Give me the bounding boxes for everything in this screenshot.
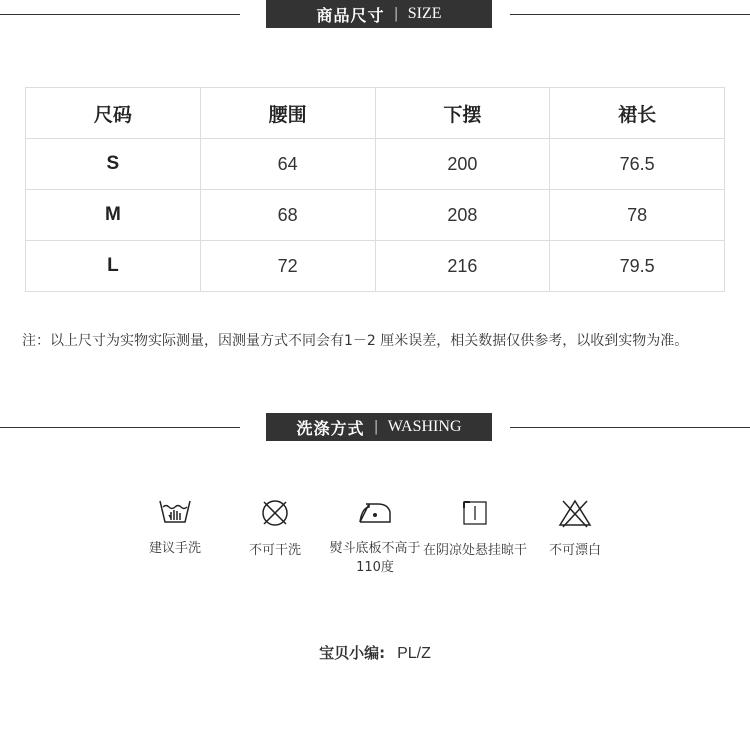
item-code — [0, 642, 750, 663]
hand-wash-icon — [158, 498, 192, 526]
column-header: 尺码 — [26, 88, 201, 139]
divider-line — [0, 427, 240, 428]
table-header-row — [26, 88, 725, 139]
size-cell: S — [26, 139, 201, 190]
column-header: 裙长 — [550, 88, 725, 139]
washing-label: 建议手洗 — [148, 541, 201, 556]
divider-line — [0, 14, 240, 15]
washing-item — [420, 498, 530, 560]
divider-line — [510, 14, 750, 15]
hem-cell: 208 — [375, 190, 550, 241]
washing-section-header — [0, 413, 750, 441]
item-code-value: PL/Z — [397, 645, 431, 662]
waist-cell: 68 — [200, 190, 375, 241]
length-cell: 78 — [550, 190, 725, 241]
size-cell: M — [26, 190, 201, 241]
shade-hang-dry-icon — [460, 498, 490, 528]
table-row — [26, 190, 725, 241]
iron-low-temp-icon — [358, 498, 392, 526]
waist-cell: 64 — [200, 139, 375, 190]
section-title-en: WASHING — [387, 418, 462, 435]
size-table — [25, 87, 725, 292]
column-header: 腰围 — [200, 88, 375, 139]
size-section-header — [0, 0, 750, 28]
washing-label: 在阴凉处悬挂晾干 — [422, 543, 527, 558]
washing-item — [320, 498, 430, 577]
no-dry-clean-icon — [260, 498, 290, 528]
item-code-label: 宝贝小编: — [319, 644, 386, 662]
length-cell: 76.5 — [550, 139, 725, 190]
washing-item — [120, 498, 230, 558]
size-cell: L — [26, 241, 201, 292]
section-title-en: SIZE — [407, 5, 442, 22]
divider-line — [510, 427, 750, 428]
table-row — [26, 241, 725, 292]
washing-icons-row — [0, 498, 750, 598]
length-cell: 79.5 — [550, 241, 725, 292]
washing-label: 不可干洗 — [248, 543, 301, 558]
washing-item — [220, 498, 330, 560]
hem-cell: 216 — [375, 241, 550, 292]
no-bleach-icon — [558, 498, 592, 528]
section-title-cn: 商品尺寸 — [316, 5, 385, 25]
washing-item — [520, 498, 630, 560]
section-title-cn: 洗涤方式 — [296, 418, 365, 438]
table-row — [26, 139, 725, 190]
hem-cell: 200 — [375, 139, 550, 190]
washing-label: 熨斗底板不高于110度 — [329, 541, 421, 575]
column-header: 下摆 — [375, 88, 550, 139]
section-title-tab — [266, 0, 492, 28]
washing-label: 不可漂白 — [548, 543, 601, 558]
section-title-separator: | — [394, 5, 398, 22]
section-title-tab — [266, 413, 492, 441]
measurement-note: 注：以上尺寸为实物实际测量，因测量方式不同会有1－2 厘米误差，相关数据仅供参考，以收到实物为准。 — [22, 333, 689, 349]
section-title-separator: | — [374, 418, 378, 435]
waist-cell: 72 — [200, 241, 375, 292]
